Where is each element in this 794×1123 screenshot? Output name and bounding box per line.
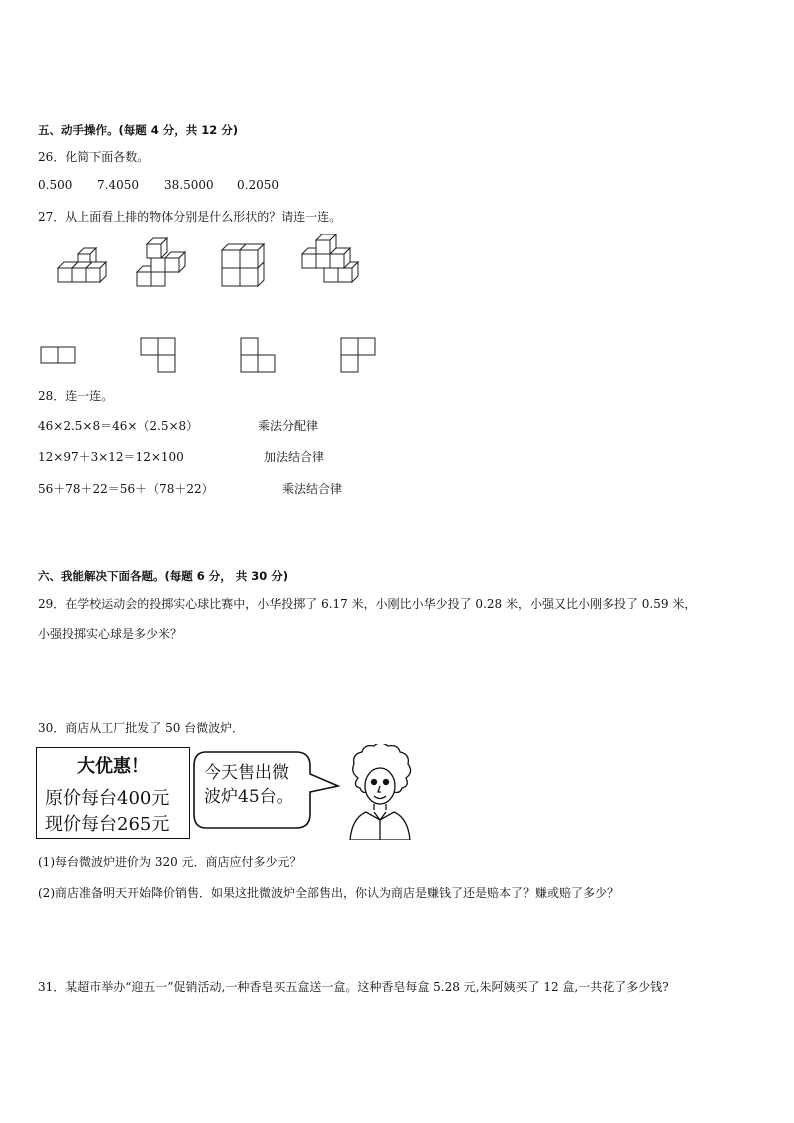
top-view-shape-2[interactable] bbox=[140, 337, 176, 373]
sign-original-price: 原价每台400元 bbox=[45, 788, 170, 809]
bubble-line-2: 波炉45台。 bbox=[204, 787, 294, 807]
q28-law-3[interactable]: 乘法结合律 bbox=[282, 482, 343, 496]
cube-figure-3 bbox=[218, 238, 274, 292]
shopkeeper-illustration bbox=[344, 744, 416, 843]
question-26-prompt: 26．化简下面各数。 bbox=[38, 150, 150, 164]
q28-expression-1[interactable]: 46×2.5×8＝46×（2.5×8） bbox=[38, 419, 199, 433]
question-31-prompt: 31．某超市举办“迎五一”促销活动,一种香皂买五盒送一盒。这种香皂每盒 5.28 元,朱阿姨买了 12 盒,一共花了多少钱? bbox=[38, 980, 669, 994]
question-28-prompt: 28．连一连。 bbox=[38, 389, 114, 403]
bubble-line-1: 今天售出微 bbox=[204, 763, 289, 783]
section-5-title: 五、动手操作。(每题 4 分，共 12 分) bbox=[38, 123, 239, 137]
section-6-title: 六、我能解决下面各题。(每题 6 分， 共 30 分) bbox=[38, 569, 289, 583]
question-30-sub-2: (2)商店准备明天开始降价销售．如果这批微波炉全部售出，你认为商店是赚钱了还是赔本了？赚或赔了多少？ bbox=[38, 886, 620, 900]
top-view-shape-1[interactable] bbox=[40, 346, 76, 364]
q28-law-1[interactable]: 乘法分配律 bbox=[258, 419, 319, 433]
q26-number-1: 0.500 bbox=[38, 178, 73, 192]
cube-figure-2 bbox=[133, 236, 193, 292]
question-30-sub-1: (1)每台微波炉进价为 320 元．商店应付多少元？ bbox=[38, 855, 302, 869]
question-27-prompt: 27．从上面看上排的物体分别是什么形状的？请连一连。 bbox=[38, 210, 342, 224]
sign-title: 大优惠！ bbox=[77, 756, 149, 777]
q28-law-2[interactable]: 加法结合律 bbox=[264, 450, 325, 464]
q26-number-2: 7.4050 bbox=[97, 178, 139, 192]
question-29-line-1: 29．在学校运动会的投掷实心球比赛中，小华投掷了 6.17 米，小刚比小华少投了 0.28 米，小强又比小刚多投了 0.59 米， bbox=[38, 597, 697, 611]
top-view-shape-3[interactable] bbox=[240, 337, 276, 373]
discount-sign bbox=[36, 747, 190, 839]
cube-figure-1 bbox=[50, 240, 110, 290]
cube-figure-4 bbox=[298, 234, 360, 290]
q28-expression-3[interactable]: 56＋78＋22＝56＋（78＋22） bbox=[38, 482, 214, 496]
q28-expression-2[interactable]: 12×97＋3×12＝12×100 bbox=[38, 450, 184, 464]
sign-current-price: 现价每台265元 bbox=[45, 814, 170, 835]
question-29-line-2: 小强投掷实心球是多少米？ bbox=[38, 627, 183, 641]
q26-number-3: 38.5000 bbox=[164, 178, 214, 192]
top-view-shape-4[interactable] bbox=[340, 337, 376, 373]
question-30-prompt: 30．商店从工厂批发了 50 台微波炉． bbox=[38, 721, 245, 735]
q26-number-4: 0.2050 bbox=[237, 178, 279, 192]
